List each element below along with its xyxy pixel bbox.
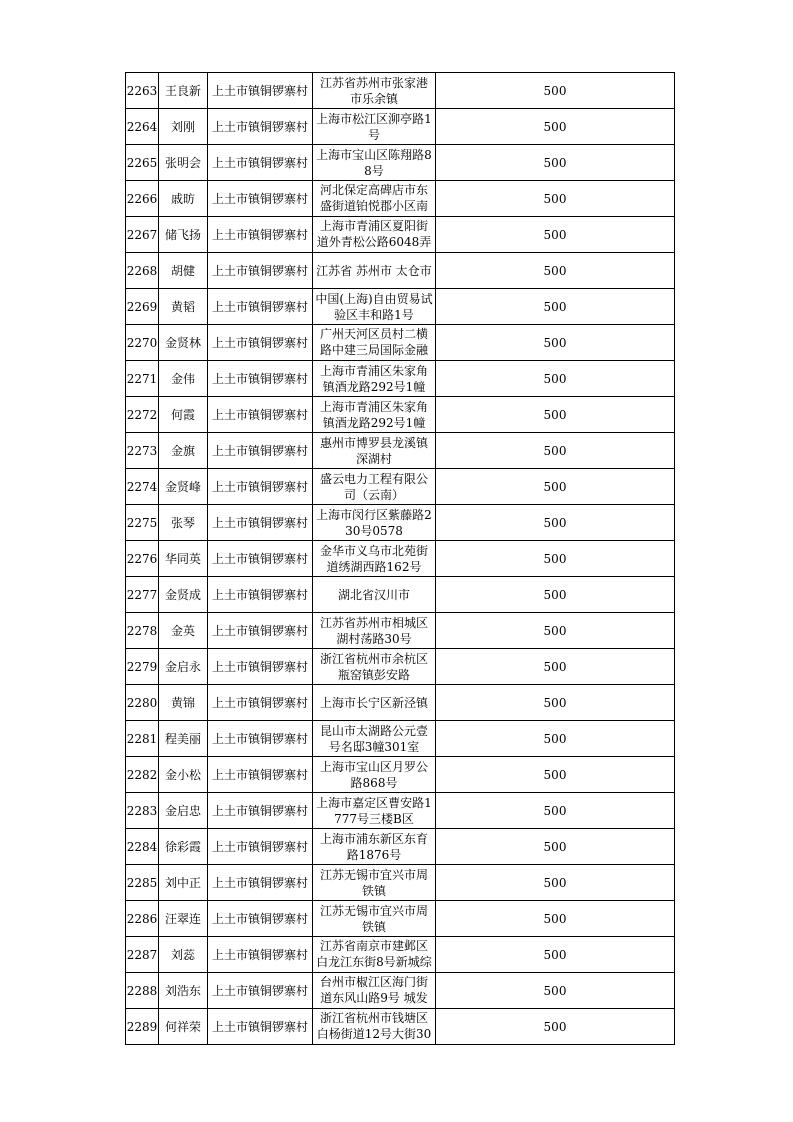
cell-name: 金启忠 [159,793,208,829]
cell-name: 何霞 [159,397,208,433]
cell-id: 2273 [126,433,159,469]
cell-village: 上土市镇铜锣寨村 [208,217,313,253]
cell-id: 2264 [126,109,159,145]
cell-address [313,109,436,145]
table-row [126,397,675,433]
cell-id: 2289 [126,1009,159,1045]
cell-address [313,325,436,361]
table-row [126,901,675,937]
cell-village: 上土市镇铜锣寨村 [208,685,313,721]
address-text: 江苏省苏州市张家港市乐余镇 [319,75,428,106]
cell-village: 上土市镇铜锣寨村 [208,901,313,937]
table-row [126,829,675,865]
cell-id: 2268 [126,253,159,289]
table-row [126,217,675,253]
cell-address [313,901,436,937]
cell-address [313,433,436,469]
cell-village: 上土市镇铜锣寨村 [208,865,313,901]
cell-name: 戚昉 [159,181,208,217]
table-row [126,469,675,505]
cell-id: 2271 [126,361,159,397]
cell-village: 上土市镇铜锣寨村 [208,289,313,325]
cell-id: 2280 [126,685,159,721]
cell-amount: 500 [436,865,675,901]
cell-amount: 500 [436,685,675,721]
cell-address [313,649,436,685]
cell-name: 刘浩东 [159,973,208,1009]
cell-village: 上土市镇铜锣寨村 [208,433,313,469]
table-row [126,721,675,757]
cell-village: 上土市镇铜锣寨村 [208,1009,313,1045]
cell-name: 金贤成 [159,577,208,613]
table-row [126,433,675,469]
cell-village: 上土市镇铜锣寨村 [208,541,313,577]
address-text: 上海市闵行区紫藤路230号0578 [316,507,432,538]
cell-name: 金贤峰 [159,469,208,505]
cell-name: 金启永 [159,649,208,685]
cell-village: 上土市镇铜锣寨村 [208,361,313,397]
cell-address [313,505,436,541]
cell-id: 2286 [126,901,159,937]
table-row [126,181,675,217]
cell-amount: 500 [436,109,675,145]
address-text: 上海市浦东新区东育路1876号 [319,831,428,862]
cell-name: 金贤林 [159,325,208,361]
cell-id: 2269 [126,289,159,325]
cell-village: 上土市镇铜锣寨村 [208,937,313,973]
cell-id: 2266 [126,181,159,217]
cell-id: 2275 [126,505,159,541]
cell-amount: 500 [436,973,675,1009]
cell-name: 程美丽 [159,721,208,757]
cell-village: 上土市镇铜锣寨村 [208,757,313,793]
address-text: 湖北省汉川市 [337,587,410,602]
cell-address [313,577,436,613]
table-row [126,325,675,361]
cell-id: 2287 [126,937,159,973]
address-text: 上海市宝山区月罗公路868号 [319,759,428,790]
address-text: 上海市青浦区朱家角镇酒龙路292号1幢 [319,399,428,430]
table-row [126,973,675,1009]
table-row [126,73,675,109]
cell-name: 金小松 [159,757,208,793]
cell-name: 徐彩霞 [159,829,208,865]
cell-address [313,685,436,721]
cell-name: 何祥荣 [159,1009,208,1045]
cell-name: 胡健 [159,253,208,289]
table-row [126,577,675,613]
address-text: 惠州市博罗县龙溪镇深湖村 [319,435,428,466]
cell-name: 华同英 [159,541,208,577]
cell-amount: 500 [436,217,675,253]
cell-id: 2270 [126,325,159,361]
table-row [126,109,675,145]
cell-amount: 500 [436,289,675,325]
cell-name: 汪翠连 [159,901,208,937]
address-text: 江苏无锡市宜兴市周铁镇 [319,903,428,934]
cell-address [313,217,436,253]
table-row [126,145,675,181]
address-text: 盛云电力工程有限公司（云南） [319,471,428,502]
donation-table [125,72,675,1045]
cell-village: 上土市镇铜锣寨村 [208,721,313,757]
cell-village: 上土市镇铜锣寨村 [208,469,313,505]
cell-name: 金旗 [159,433,208,469]
cell-address [313,253,436,289]
cell-id: 2277 [126,577,159,613]
cell-amount: 500 [436,577,675,613]
cell-village: 上土市镇铜锣寨村 [208,109,313,145]
address-text: 江苏无锡市宜兴市周铁镇 [319,867,428,898]
cell-amount: 500 [436,145,675,181]
address-text: 中国(上海)自由贸易试验区丰和路1号 [315,291,433,322]
cell-amount: 500 [436,505,675,541]
cell-address [313,73,436,109]
table-row [126,541,675,577]
cell-village: 上土市镇铜锣寨村 [208,973,313,1009]
cell-address [313,541,436,577]
cell-address [313,361,436,397]
cell-name: 张明会 [159,145,208,181]
cell-address [313,289,436,325]
cell-name: 王良新 [159,73,208,109]
cell-name: 储飞扬 [159,217,208,253]
cell-amount: 500 [436,793,675,829]
address-text: 江苏省 苏州市 太仓市 [316,263,432,278]
cell-id: 2274 [126,469,159,505]
cell-amount: 500 [436,469,675,505]
table-row [126,361,675,397]
address-text: 江苏省苏州市相城区湖村荡路30号 [319,615,428,646]
cell-amount: 500 [436,181,675,217]
table-row [126,937,675,973]
table-row [126,253,675,289]
cell-address [313,721,436,757]
address-text: 昆山市太湖路公元壹号名邸3幢301室 [319,723,428,754]
address-text: 河北保定高碑店市东盛街道铂悦郡小区南 [319,183,428,213]
cell-id: 2278 [126,613,159,649]
address-text: 上海市青浦区夏阳街道外青松公路6048弄 [316,219,432,249]
cell-village: 上土市镇铜锣寨村 [208,505,313,541]
cell-amount: 500 [436,829,675,865]
table-row [126,1009,675,1045]
cell-amount: 500 [436,649,675,685]
cell-village: 上土市镇铜锣寨村 [208,181,313,217]
cell-id: 2265 [126,145,159,181]
cell-id: 2282 [126,757,159,793]
cell-amount: 500 [436,73,675,109]
cell-amount: 500 [436,325,675,361]
cell-address [313,757,436,793]
table-row [126,793,675,829]
cell-address [313,793,436,829]
cell-address [313,937,436,973]
cell-village: 上土市镇铜锣寨村 [208,397,313,433]
cell-village: 上土市镇铜锣寨村 [208,253,313,289]
cell-name: 金伟 [159,361,208,397]
address-text: 上海市嘉定区曹安路1777号三楼B区 [316,795,432,826]
table-body [126,73,675,1045]
address-text: 上海市青浦区朱家角镇酒龙路292号1幢 [319,363,428,394]
cell-name: 刘刚 [159,109,208,145]
cell-address [313,145,436,181]
cell-id: 2284 [126,829,159,865]
cell-amount: 500 [436,361,675,397]
cell-amount: 500 [436,397,675,433]
address-text: 上海市宝山区陈翔路88号 [316,147,432,178]
cell-amount: 500 [436,253,675,289]
cell-village: 上土市镇铜锣寨村 [208,829,313,865]
cell-village: 上土市镇铜锣寨村 [208,793,313,829]
cell-id: 2272 [126,397,159,433]
address-text: 浙江省杭州市钱塘区白杨街道12号大街30 [316,1011,432,1041]
cell-id: 2279 [126,649,159,685]
cell-village: 上土市镇铜锣寨村 [208,613,313,649]
cell-address [313,397,436,433]
table-row [126,757,675,793]
cell-amount: 500 [436,433,675,469]
address-text: 浙江省杭州市余杭区瓶窑镇彭安路 [319,651,428,682]
cell-id: 2283 [126,793,159,829]
cell-amount: 500 [436,613,675,649]
cell-name: 张琴 [159,505,208,541]
cell-name: 刘中正 [159,865,208,901]
cell-village: 上土市镇铜锣寨村 [208,649,313,685]
address-text: 广州天河区员村二横路中建三局国际金融 [319,327,428,357]
address-text: 金华市义乌市北苑街道绣湖西路162号 [319,543,428,574]
cell-address [313,1009,436,1045]
cell-id: 2285 [126,865,159,901]
cell-amount: 500 [436,541,675,577]
cell-id: 2281 [126,721,159,757]
cell-village: 上土市镇铜锣寨村 [208,325,313,361]
table-row [126,613,675,649]
cell-id: 2267 [126,217,159,253]
cell-name: 黄锦 [159,685,208,721]
address-text: 台州市椒江区海门街道东风山路9号 城发 [319,975,428,1005]
table-row [126,649,675,685]
cell-address [313,613,436,649]
table-row [126,289,675,325]
cell-village: 上土市镇铜锣寨村 [208,73,313,109]
address-text: 上海市松江区泖亭路1号 [316,111,432,142]
cell-amount: 500 [436,1009,675,1045]
table-row [126,685,675,721]
cell-address [313,181,436,217]
table-row [126,505,675,541]
cell-address [313,973,436,1009]
cell-id: 2288 [126,973,159,1009]
cell-id: 2276 [126,541,159,577]
cell-address [313,829,436,865]
cell-village: 上土市镇铜锣寨村 [208,577,313,613]
cell-amount: 500 [436,757,675,793]
cell-id: 2263 [126,73,159,109]
address-text: 上海市长宁区新泾镇 [319,695,428,710]
cell-village: 上土市镇铜锣寨村 [208,145,313,181]
cell-amount: 500 [436,721,675,757]
cell-address [313,865,436,901]
cell-amount: 500 [436,901,675,937]
cell-amount: 500 [436,937,675,973]
address-text: 江苏省南京市建邺区白龙江东街8号新城综 [316,939,432,969]
cell-address [313,469,436,505]
table-row [126,865,675,901]
cell-name: 刘蕊 [159,937,208,973]
cell-name: 黄韬 [159,289,208,325]
cell-name: 金英 [159,613,208,649]
